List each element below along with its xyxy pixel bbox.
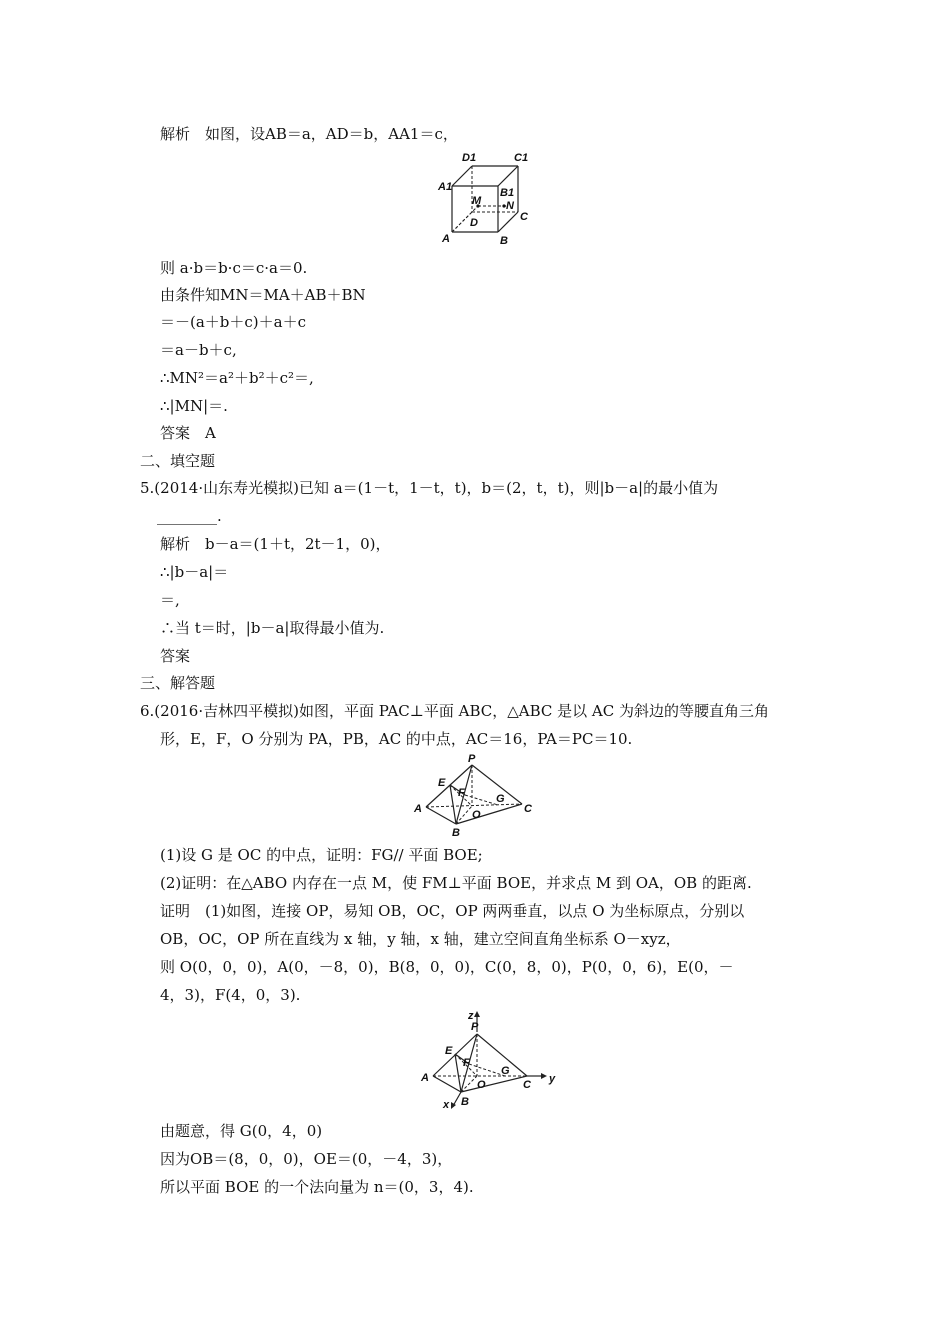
text-line: ＝－(a＋b＋c)＋a＋c	[160, 313, 306, 331]
pyramid-figure	[410, 752, 540, 838]
pyramid-label: G	[496, 793, 505, 805]
pyramid-axes-figure	[415, 1010, 560, 1110]
text-line: 由条件知MN＝MA＋AB＋BN	[160, 286, 366, 304]
pyramid-label: P	[468, 753, 476, 765]
text-line: 则 O(0，0，0)，A(0，－8，0)，B(8，0，0)，C(0，8，0)，P(0，0，6)，E(0，－	[160, 958, 734, 976]
pyramid-label: F	[458, 787, 465, 799]
text-line: 所以平面 BOE 的一个法向量为 n＝(0，3，4).	[160, 1178, 474, 1196]
text-line: ∴当 t＝时，|b－a|取得最小值为.	[160, 619, 385, 637]
text-line: 解析 b－a＝(1＋t，2t－1，0)，	[160, 535, 391, 553]
axis-label: x	[443, 1099, 450, 1110]
section-heading: 三、解答题	[140, 674, 216, 692]
pyramid-label: C	[524, 803, 532, 815]
pyramid-label: A	[414, 803, 422, 815]
cube-figure	[430, 148, 540, 248]
problem-5: 5.(2014·山东寿光模拟)已知 a＝(1－t，1－t，t)，b＝(2，t，t)，则|b－a|的最小值为	[140, 479, 719, 497]
text-line: OB，OC，OP 所在直线为 x 轴，y 轴，x 轴，建立空间直角坐标系 O－xyz，	[160, 930, 681, 948]
cube-label: B	[500, 235, 508, 247]
cube-label: D1	[462, 152, 477, 164]
answer-line: 答案 A	[160, 424, 216, 442]
text-line: 4，3)，F(4，0，3).	[160, 986, 301, 1004]
pyramid-label: O	[477, 1079, 486, 1091]
pyramid-label: E	[438, 777, 446, 789]
text-line: (1)设 G 是 OC 的中点，证明：FG// 平面 BOE;	[160, 846, 483, 864]
cube-label: M	[472, 195, 482, 207]
text-line: 则 a·b＝b·c＝c·a＝0.	[160, 259, 308, 277]
cube-label: N	[506, 200, 514, 212]
section-heading: 二、填空题	[140, 452, 216, 470]
axis-label: y	[549, 1073, 556, 1085]
text-line: ＝,	[160, 591, 180, 609]
solution-intro-line: 解析 如图，设AB＝a，AD＝b，AA1＝c，	[160, 125, 458, 143]
cube-label: D	[470, 217, 478, 229]
pyramid-label: C	[523, 1079, 531, 1091]
cube-label: B1	[500, 187, 515, 199]
pyramid-label: A	[421, 1072, 429, 1084]
pyramid-label: P	[471, 1021, 479, 1033]
pyramid-label: F	[463, 1057, 470, 1069]
problem-6: 6.(2016·吉林四平模拟)如图，平面 PAC⊥平面 ABC，△ABC 是以 AC 为斜边的等腰直角三角	[140, 702, 769, 720]
answer-line: 答案	[160, 647, 191, 665]
pyramid-label: B	[452, 827, 460, 838]
text-line: ∴MN²＝a²＋b²＋c²＝,	[160, 369, 314, 387]
pyramid-label: B	[461, 1096, 469, 1108]
text-line: (2)证明：在△ABO 内存在一点 M，使 FM⊥平面 BOE，并求点 M 到 OA，OB 的距离.	[160, 874, 752, 892]
text-line: 由题意，得 G(0，4，0)	[160, 1122, 323, 1140]
pyramid-label: O	[472, 809, 481, 821]
text-line: ∴|b－a|＝	[160, 563, 229, 581]
text-line: ＝a－b＋c,	[160, 341, 237, 359]
pyramid-label: E	[445, 1045, 453, 1057]
axis-label: z	[468, 1010, 474, 1022]
text-line: 证明 (1)如图，连接 OP，易知 OB，OC，OP 两两垂直，以点 O 为坐标原点，分别以	[160, 902, 745, 920]
cube-label: A1	[438, 181, 453, 193]
cube-label: C1	[514, 152, 529, 164]
text-line: 形，E，F，O 分别为 PA，PB，AC 的中点，AC＝16，PA＝PC＝10.	[160, 730, 633, 748]
answer-blank: ________.	[157, 507, 222, 525]
cube-label: A	[442, 233, 450, 245]
pyramid-label: G	[501, 1065, 510, 1077]
text-line: ∴|MN|＝.	[160, 397, 228, 415]
text-line: 因为OB＝(8，0，0)，OE＝(0，－4，3)，	[160, 1150, 453, 1168]
cube-label: C	[520, 211, 528, 223]
